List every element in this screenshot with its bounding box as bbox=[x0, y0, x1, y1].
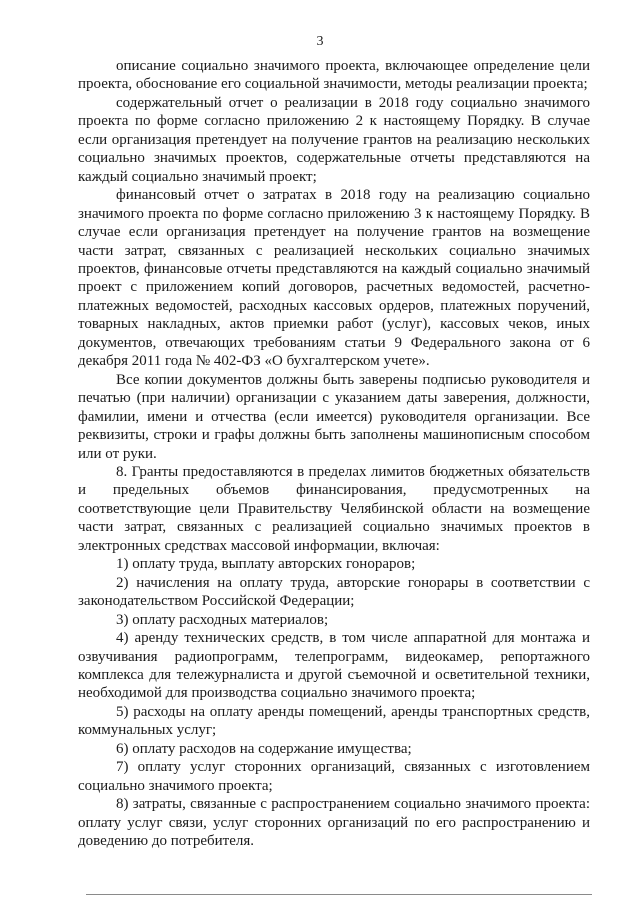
document-body bbox=[78, 57, 590, 850]
list-item-6: 6) оплату расходов на содержание имущества; bbox=[116, 740, 412, 757]
paragraph-project-description: описание социально значимого проекта, включающее определение цели проекта, обоснование его социальной значимости, методы реализации проекта; bbox=[78, 58, 590, 93]
list-item-7: 7) оплату услуг сторонних организаций, связанных с изготовлением социально значимого проекта; bbox=[78, 759, 590, 794]
paragraph-financial-report: финансовый отчет о затратах в 2018 году на реализацию социально значимого проекта по форме согласно приложению 3 к настоящему Порядку. В случае если организация претендует на получение грантов на возмещение части затрат, связанных с реализацией нескольких социально значимых проектов, финансовые отчеты представляются на каждый социально значимый проект с приложением копий договоров, расчетных ведомостей, расчетно-платежных ведомостей, расходных кассовых ордеров, платежных поручений, товарных накладных, актов приемки работ (услуг), кассовых чеков, иных документов, отвечающих требованиям статьи 9 Федерального закона от 6 декабря 2011 года № 402-ФЗ «О бухгалтерском учете». bbox=[78, 187, 590, 370]
list-item-4: 4) аренду технических средств, в том числе аппаратной для монтажа и озвучивания радиопрограмм, телепрограмм, видеокамер, репортажного комплекса для тележурналиста и другой съемочной и осветительной техники, необходимой для производства социально значимого проекта; bbox=[78, 630, 590, 702]
list-item-5: 5) расходы на оплату аренды помещений, аренды транспортных средств, коммунальных услуг; bbox=[78, 703, 590, 739]
paragraph-document-certification: Все копии документов должны быть заверены подписью руководителя и печатью (при наличии) организации с указанием даты заверения, должности, фамилии, имени и отчества (если имеется) руководителя организации. Все реквизиты, строки и графы должны быть заполнены машинописным способом или от руки. bbox=[78, 371, 590, 462]
page-number: 3 bbox=[316, 34, 324, 49]
scan-edge-line bbox=[86, 894, 592, 895]
list-item-3: 3) оплату расходных материалов; bbox=[116, 611, 329, 628]
list-item-8: 8) затраты, связанные с распространением социально значимого проекта: оплату услуг связи, услуг сторонних организаций по его распространению и доведению до потребителя. bbox=[78, 796, 590, 850]
list-item-1: 1) оплату труда, выплату авторских гонораров; bbox=[116, 556, 416, 573]
paragraph-content-report: содержательный отчет о реализации в 2018 году социально значимого проекта по форме согласно приложению 2 к настоящему Порядку. В случае если организация претендует на получение грантов на реализацию нескольких социально значимых проектов, содержательные отчеты представляются на каждый социально значимый проект; bbox=[78, 94, 590, 185]
paragraph-grant-clause-8: 8. Гранты предоставляются в пределах лимитов бюджетных обязательств и предельных объемов финансирования, предусмотренных на соответствующие цели Правительству Челябинской области на возмещение части затрат, связанных с реализацией социально значимых проектов в электронных средствах массовой информации, включая: bbox=[78, 463, 590, 554]
list-item-2: 2) начисления на оплату труда, авторские гонорары в соответствии с законодательством Российской Федерации; bbox=[78, 574, 590, 610]
